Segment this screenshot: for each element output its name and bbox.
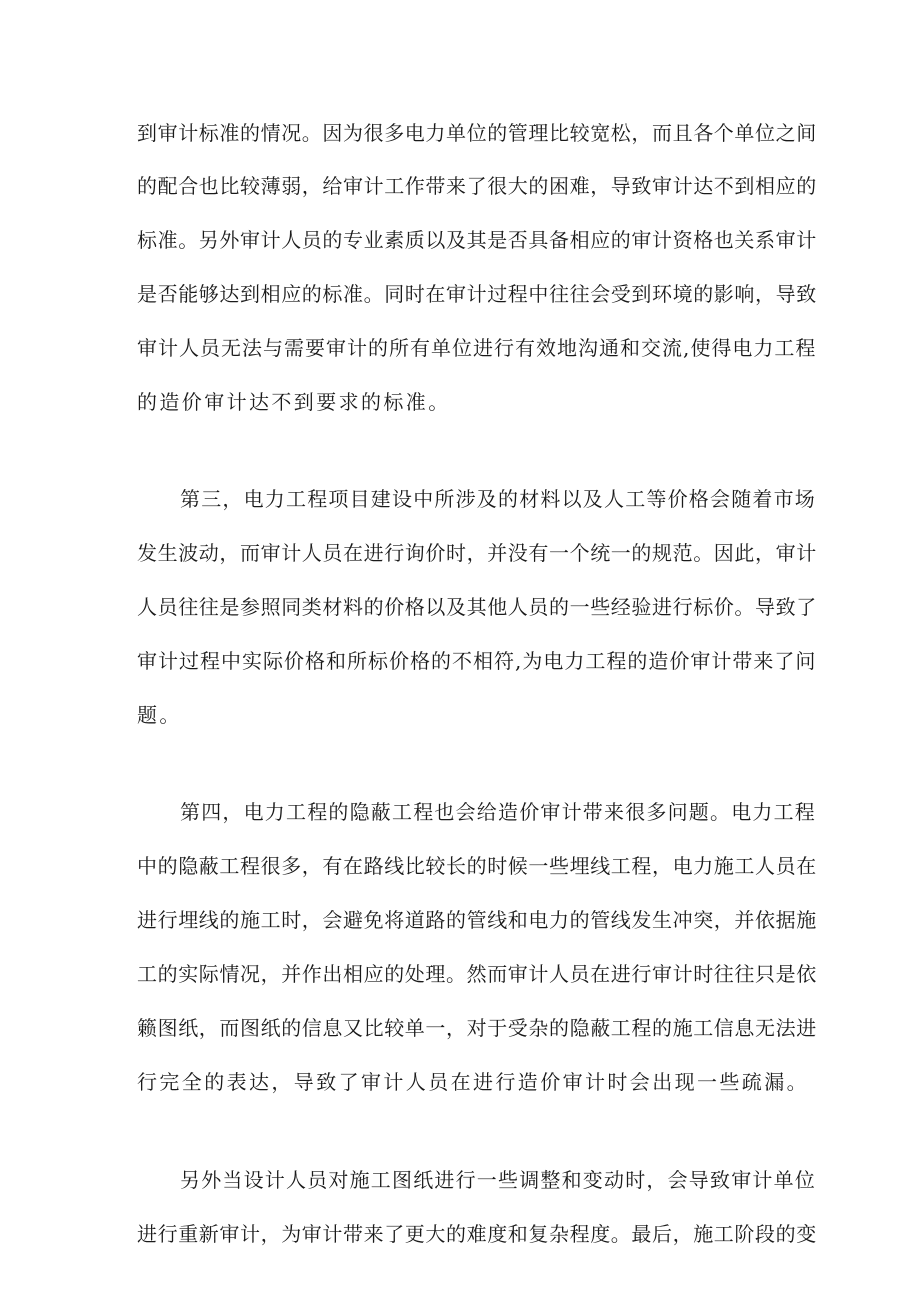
text-line: 进行埋线的施工时，会避免将道路的管线和电力的管线发生冲突，并依据施 (137, 908, 817, 932)
text-line: 到审计标准的情况。因为很多电力单位的管理比较宽松，而且各个单位之间 (137, 121, 817, 145)
text-line: 的造价审计达不到要求的标准。 (137, 390, 451, 414)
text-line: 工的实际情况，并作出相应的处理。然而审计人员在进行审计时往往只是依 (137, 962, 817, 986)
text-line: 审计过程中实际价格和所标价格的不相符,为电力工程的造价审计带来了问 (137, 649, 817, 673)
text-line: 第三，电力工程项目建设中所涉及的材料以及人工等价格会随着市场 (180, 487, 816, 511)
text-line: 题。 (137, 703, 182, 727)
text-line: 第四，电力工程的隐蔽工程也会给造价审计带来很多问题。电力工程 (180, 800, 816, 824)
text-line: 发生波动，而审计人员在进行询价时，并没有一个统一的规范。因此，审计 (137, 541, 817, 565)
text-line: 的配合也比较薄弱，给审计工作带来了很大的困难，导致审计达不到相应的 (137, 174, 817, 198)
text-line: 标准。另外审计人员的专业素质以及其是否具备相应的审计资格也关系审计 (137, 228, 817, 252)
text-line: 审计人员无法与需要审计的所有单位进行有效地沟通和交流,使得电力工程 (137, 336, 817, 360)
text-line: 人员往往是参照同类材料的价格以及其他人员的一些经验进行标价。导致了 (137, 595, 817, 619)
text-line: 是否能够达到相应的标准。同时在审计过程中往往会受到环境的影响，导致 (137, 282, 817, 306)
text-line: 行完全的表达，导致了审计人员在进行造价审计时会出现一些疏漏。 (137, 1070, 809, 1094)
text-line: 进行重新审计，为审计带来了更大的难度和复杂程度。最后，施工阶段的变 (137, 1222, 817, 1246)
text-line: 另外当设计人员对施工图纸进行一些调整和变动时，会导致审计单位 (180, 1168, 816, 1192)
text-line: 籁图纸，而图纸的信息又比较单一，对于受杂的隐蔽工程的施工信息无法进 (137, 1016, 817, 1040)
text-line: 中的隐蔽工程很多，有在路线比较长的时候一些埋线工程，电力施工人员在 (137, 854, 817, 878)
